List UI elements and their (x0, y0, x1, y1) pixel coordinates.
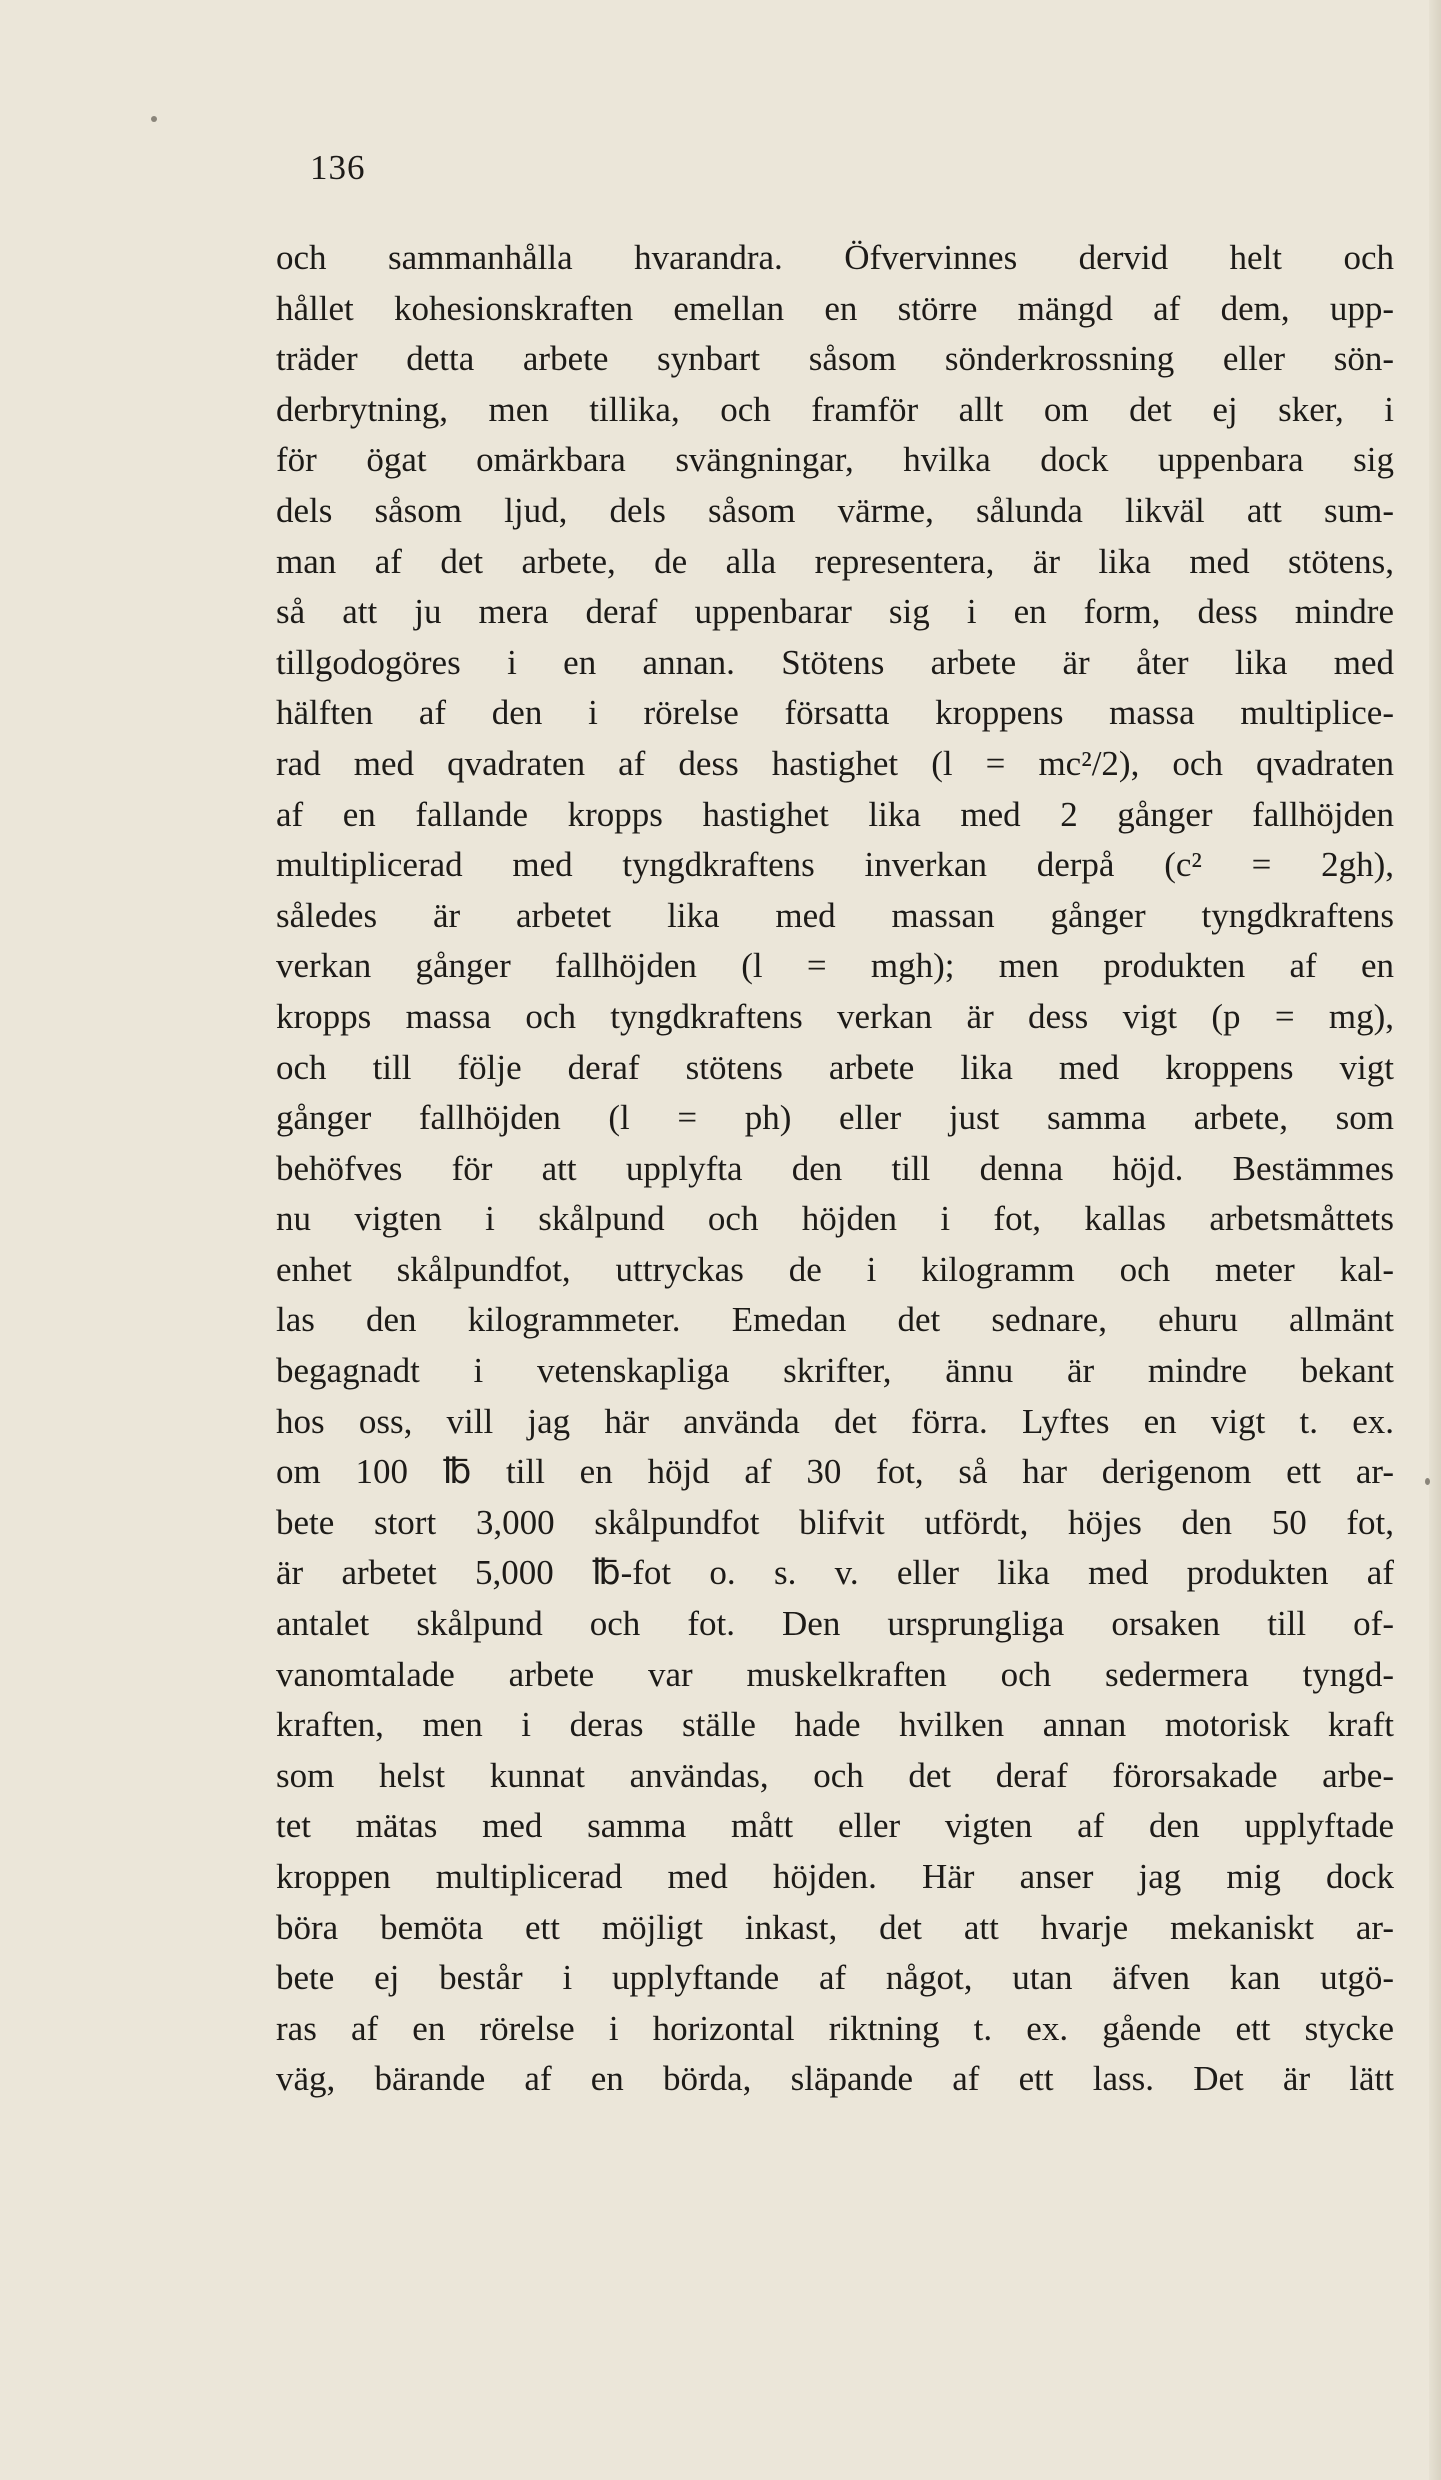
text-line: tet mätas med samma mått eller vigten af den upplyftade (276, 1806, 1394, 1846)
text-line: således är arbetet lika med massan gånger tyngdkraftens (276, 895, 1394, 935)
text-line: begagnadt i vetenskapliga skrifter, ännu är mindre bekant (276, 1351, 1394, 1391)
body-text (276, 233, 1394, 2105)
text-line: verkan gånger fallhöjden (l = mgh); men produkten af en (276, 946, 1394, 986)
text-line: träder detta arbete synbart såsom sönderkrossning eller sön- (276, 339, 1394, 379)
text-line: las den kilogrammeter. Emedan det sednare, ehuru allmänt (276, 1300, 1394, 1340)
text-line: hos oss, vill jag här använda det förra. Lyftes en vigt t. ex. (276, 1401, 1394, 1441)
text-line: antalet skålpund och fot. Den ursprungliga orsaken till of- (276, 1604, 1394, 1644)
text-line: enhet skålpundfot, uttryckas de i kilogramm och meter kal- (276, 1249, 1394, 1289)
text-line: bete ej består i upplyftande af något, utan äfven kan utgö- (276, 1958, 1394, 1998)
text-line: kroppen multiplicerad med höjden. Här anser jag mig dock (276, 1857, 1394, 1896)
text-line: är arbetet 5,000 ℔-fot o. s. v. eller lika med produkten af (276, 1553, 1394, 1593)
text-line: hälften af den i rörelse försatta kroppens massa multiplice- (276, 693, 1394, 733)
text-line: som helst kunnat användas, och det deraf förorsakade arbe- (276, 1755, 1394, 1795)
text-line: derbrytning, men tillika, och framför allt om det ej sker, i (276, 389, 1394, 429)
text-line: för ögat omärkbara svängningar, hvilka dock uppenbara sig (276, 440, 1394, 480)
ink-spot (1425, 1478, 1430, 1485)
text-line: bete stort 3,000 skålpundfot blifvit utfördt, höjes den 50 fot, (276, 1502, 1394, 1542)
text-line: så att ju mera deraf uppenbarar sig i en form, dess mindre (276, 592, 1394, 632)
ink-spot (151, 116, 157, 122)
text-line: rad med qvadraten af dess hastighet (l = mc²/2), och qvadraten (276, 743, 1394, 783)
text-line: kropps massa och tyngdkraftens verkan är dess vigt (p = mg), (276, 996, 1394, 1036)
text-line: kraften, men i deras ställe hade hvilken annan motorisk kraft (276, 1705, 1394, 1745)
page-edge (1429, 0, 1441, 2480)
text-line: af en fallande kropps hastighet lika med 2 gånger fallhöjden (276, 794, 1394, 834)
text-line: och sammanhålla hvarandra. Öfvervinnes dervid helt och (276, 238, 1394, 277)
text-line: gånger fallhöjden (l = ph) eller just samma arbete, som (276, 1098, 1394, 1138)
text-line: vanomtalade arbete var muskelkraften och sedermera tyngd- (276, 1654, 1394, 1694)
text-line: hållet kohesionskraften emellan en större mängd af dem, upp- (276, 288, 1394, 328)
text-line: ras af en rörelse i horizontal riktning t. ex. gående ett stycke (276, 2008, 1394, 2048)
page-number: 136 (310, 148, 366, 187)
text-line: och till följe deraf stötens arbete lika med kroppens vigt (276, 1047, 1394, 1087)
text-line: böra bemöta ett möjligt inkast, det att hvarje mekaniskt ar- (276, 1907, 1394, 1947)
text-line: multiplicerad med tyngdkraftens inverkan derpå (c² = 2gh), (276, 845, 1394, 885)
text-line: behöfves för att upplyfta den till denna höjd. Bestämmes (276, 1148, 1394, 1188)
text-line: nu vigten i skålpund och höjden i fot, kallas arbetsmåttets (276, 1199, 1394, 1239)
text-line: om 100 ℔ till en höjd af 30 fot, så har derigenom ett ar- (276, 1452, 1394, 1492)
text-line: man af det arbete, de alla representera, är lika med stötens, (276, 541, 1394, 581)
text-line: väg, bärande af en börda, släpande af ett lass. Det är lätt (276, 2059, 1394, 2099)
text-line: dels såsom ljud, dels såsom värme, sålunda likväl att sum- (276, 490, 1394, 530)
text-line: tillgodogöres i en annan. Stötens arbete är åter lika med (276, 642, 1394, 682)
